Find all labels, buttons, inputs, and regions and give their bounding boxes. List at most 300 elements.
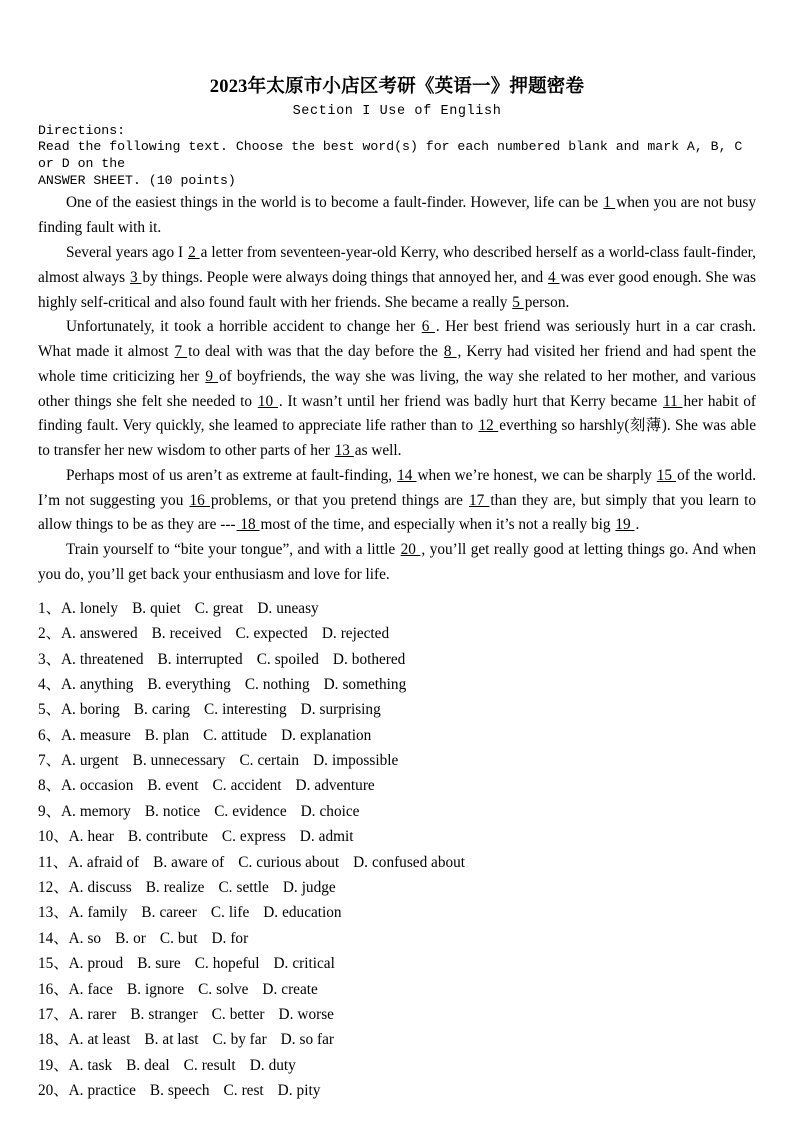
answer-option[interactable] [132,596,181,621]
option-text: occasion [79,777,134,795]
option-text: result [201,1056,236,1074]
option-letter: D. [273,955,289,973]
answer-option[interactable] [198,977,248,1002]
option-text: urgent [79,752,119,770]
question-row [38,900,756,925]
option-letter: A. [68,1031,84,1049]
option-letter: D. [281,726,296,744]
answer-option[interactable] [133,748,226,773]
option-letter: C. [203,726,218,744]
option-text: contribute [145,828,208,846]
option-letter: D. [249,1056,265,1074]
answer-option[interactable] [147,672,230,697]
option-text: spoiled [274,650,319,668]
option-letter: D. [295,777,311,795]
option-text: certain [257,752,300,770]
answer-option[interactable] [322,621,389,646]
passage-blank: 15 [656,466,677,484]
answer-option[interactable] [134,697,190,722]
question-row [38,697,756,722]
option-letter: A. [68,1082,84,1100]
option-text: discuss [87,879,132,897]
answer-option[interactable] [69,875,132,900]
option-letter: C. [214,802,229,820]
passage-paragraph [38,538,756,588]
option-text: but [177,929,198,947]
answer-option[interactable] [61,621,138,646]
passage-text: , you’ll get really good at letting things go. And when you do, you’ll get back your enthusiasm and love for life. [38,541,756,583]
answer-option[interactable] [279,1002,334,1027]
option-text: evidence [232,802,287,820]
answer-option[interactable] [195,596,244,621]
question-row [38,647,756,672]
option-letter: B. [137,955,152,973]
passage-paragraph [38,464,756,538]
option-text: expected [253,625,308,643]
answer-option[interactable] [257,596,318,621]
answer-option[interactable] [353,850,465,875]
answer-option[interactable] [127,977,184,1002]
option-text: answered [79,625,138,643]
option-text: express [239,828,286,846]
question-number: 20、 [38,1082,69,1100]
option-letter: D. [262,980,278,998]
answer-option[interactable] [150,1078,210,1103]
option-text: interesting [222,701,287,719]
option-text: memory [79,802,131,820]
answer-option[interactable] [184,1053,236,1078]
passage-text: One of the easiest things in the world is to become a fault-finder. However, life can be [66,194,603,212]
option-text: hear [87,828,114,846]
option-letter: C. [223,1082,238,1100]
answer-option[interactable] [301,697,381,722]
option-letter: B. [157,650,172,668]
question-number: 16、 [38,980,69,998]
answer-option[interactable] [300,824,354,849]
option-text: aware of [171,853,225,871]
answer-option[interactable] [235,621,307,646]
passage-text: when we’re honest, we can be sharply [417,466,656,484]
passage-paragraph [38,241,756,315]
passage-text: most of the time, and especially when it’s not a really big [260,516,615,534]
option-letter: D. [299,828,315,846]
passage-text: Several years ago I [66,244,188,261]
answer-option[interactable] [69,951,124,976]
question-number: 4、 [38,675,61,693]
option-text: accident [230,777,282,795]
answer-option[interactable] [262,977,317,1002]
option-letter: B. [147,777,162,795]
question-row [38,1078,756,1103]
question-row [38,799,756,824]
question-row [38,1002,756,1027]
answer-option[interactable] [145,723,189,748]
option-letter: D. [278,1005,294,1023]
option-text: threatened [79,650,144,668]
option-letter: A. [68,980,84,998]
answer-option[interactable] [160,926,198,951]
option-letter: C. [244,675,259,693]
option-text: event [165,777,199,795]
option-letter: D. [313,752,328,770]
passage-text: person. [524,293,570,311]
answer-option[interactable] [126,1053,170,1078]
option-letter: A. [60,802,76,820]
option-letter: A. [60,650,76,668]
option-text: uneasy [276,599,319,617]
option-text: or [133,929,146,947]
answer-option[interactable] [69,1053,113,1078]
answer-option[interactable] [69,824,114,849]
passage-text: as well. [354,442,402,460]
option-letter: B. [133,701,148,719]
answer-option[interactable] [257,647,319,672]
option-letter: B. [132,752,147,770]
question-number: 2、 [38,625,61,643]
option-letter: A. [60,752,76,770]
option-letter: C. [239,752,254,770]
answer-option[interactable] [250,1053,296,1078]
passage-blank: 18 [236,516,260,534]
answer-option[interactable] [153,850,224,875]
answer-option[interactable] [158,647,243,672]
question-row [38,1053,756,1078]
option-text: create [281,980,318,998]
option-text: worse [297,1005,334,1023]
question-number: 10、 [38,828,69,846]
option-letter: D. [300,802,316,820]
answer-option[interactable] [324,672,407,697]
passage-blank: 7 [174,343,188,361]
option-text: so far [299,1031,334,1049]
option-text: judge [301,879,336,897]
passage-blank: 16 [189,491,210,509]
option-text: admit [318,828,354,846]
passage-blank: 10 [257,392,278,410]
answer-option[interactable] [61,596,118,621]
answer-option[interactable] [214,799,286,824]
option-text: face [87,980,113,998]
question-number: 8、 [38,777,61,795]
passage-blank: 14 [397,466,417,484]
question-row [38,1027,756,1052]
question-number: 3、 [38,650,61,668]
answer-option[interactable] [152,621,222,646]
option-text: plan [162,726,190,744]
option-text: something [342,675,407,693]
answer-option[interactable] [204,697,287,722]
answer-option[interactable] [203,723,267,748]
option-text: adventure [314,777,375,795]
answer-option[interactable] [222,824,286,849]
option-letter: B. [126,980,141,998]
question-row [38,621,756,646]
option-letter: D. [263,904,279,922]
answer-option[interactable] [69,900,128,925]
answer-option[interactable] [313,748,398,773]
option-letter: B. [141,904,156,922]
answer-option[interactable] [239,748,299,773]
answer-option[interactable] [211,926,248,951]
option-text: confused about [372,853,466,871]
answer-option[interactable] [213,773,282,798]
answer-option[interactable] [61,672,133,697]
option-text: nothing [262,675,310,693]
option-text: life [228,904,250,922]
option-text: rejected [340,625,390,643]
answer-option[interactable] [144,1027,198,1052]
option-text: rarer [87,1005,117,1023]
question-number: 5、 [38,701,61,719]
option-letter: C. [204,701,219,719]
page-title: 2023年太原市小店区考研《英语一》押题密卷 [209,77,585,97]
answer-option[interactable] [273,951,334,976]
answer-option[interactable] [218,875,268,900]
option-letter: C. [194,599,209,617]
option-text: caring [151,701,191,719]
option-text: choice [319,802,360,820]
option-text: ignore [144,980,185,998]
answer-option[interactable] [147,773,198,798]
option-letter: C. [256,650,271,668]
passage-text: when you are not busy finding fault with it. [38,194,756,237]
answer-option[interactable] [333,647,405,672]
passage-text: her habit of finding fault. Very quickly, she leamed to appreciate life rather than to [38,392,756,435]
option-letter: D. [277,1082,293,1100]
option-text: speech [167,1082,210,1100]
passage-blank: 4 [547,268,560,286]
option-text: duty [268,1056,296,1074]
option-text: by far [230,1031,267,1049]
question-number: 7、 [38,752,61,770]
answer-option[interactable] [145,799,200,824]
answer-option[interactable] [61,697,120,722]
directions-label: Directions: [38,123,126,138]
answer-option[interactable] [69,1002,117,1027]
option-letter: A. [60,675,76,693]
option-letter: D. [321,625,337,643]
option-text: bothered [351,650,406,668]
answer-option[interactable] [68,850,139,875]
answer-option[interactable] [238,850,339,875]
question-row [38,824,756,849]
option-text: realize [163,879,205,897]
option-text: proud [87,955,124,973]
question-number: 11、 [38,853,69,871]
option-letter: C. [194,955,209,973]
answer-option[interactable] [212,1002,265,1027]
passage-blank: 19 [615,516,635,534]
passage-blank: 13 [334,442,354,460]
passage-text: . Her best friend was seriously hurt in a car crash. What made it almost [38,318,756,361]
directions-text [38,138,756,189]
option-letter: D. [257,599,273,617]
answer-option[interactable] [146,875,205,900]
question-number: 17、 [38,1005,69,1023]
answer-option[interactable] [137,951,181,976]
option-letter: D. [332,650,348,668]
option-text: lonely [79,599,119,617]
passage-blank: 5 [512,293,524,311]
option-text: afraid of [86,853,140,871]
answer-option[interactable] [281,1027,334,1052]
option-text: deal [144,1056,170,1074]
option-letter: D. [323,675,339,693]
answer-option[interactable] [61,773,133,798]
option-text: curious about [256,853,340,871]
answer-option[interactable] [141,900,196,925]
answer-option[interactable] [128,824,208,849]
answer-option[interactable] [61,647,144,672]
passage-text: Train yourself to “bite your tongue”, and with a little [66,541,400,559]
option-letter: C. [238,853,253,871]
directions-line-1: Read the following text. Choose the best word(s) for each numbered blank and mark A, B, C or D on the [38,139,743,172]
passage-text: , Kerry had visited her friend and had spent the whole time criticizing her [38,343,756,385]
option-letter: A. [68,853,83,871]
passage-text: to deal with was that the day before the [188,343,443,361]
option-letter: B. [127,828,142,846]
option-letter: B. [144,802,159,820]
answer-option[interactable] [195,951,260,976]
option-text: unnecessary [150,752,226,770]
question-row [38,672,756,697]
question-number: 12、 [38,879,69,897]
question-number: 19、 [38,1056,69,1074]
passage-blank: 3 [129,268,142,286]
option-letter: C. [235,625,250,643]
passage-text: everthing so harshly(刻薄). She was able to transfer her new wisdom to other parts of her [38,417,756,460]
passage-blank: 2 [188,244,200,261]
question-row [38,951,756,976]
answer-option[interactable] [296,773,375,798]
option-letter: C. [212,777,227,795]
option-text: impossible [331,752,399,770]
option-text: hopeful [212,955,260,973]
option-text: measure [79,726,131,744]
directions-line-2: ANSWER SHEET. (10 points) [38,173,236,189]
passage [38,191,756,587]
option-letter: A. [68,1005,84,1023]
passage-text: . [635,516,640,534]
question-row [38,926,756,951]
answer-option[interactable] [301,799,360,824]
option-letter: B. [147,675,162,693]
option-letter: A. [68,955,84,973]
question-row [38,596,756,621]
option-text: at least [87,1031,131,1049]
option-letter: A. [68,904,84,922]
option-letter: B. [144,726,159,744]
answer-option[interactable] [61,799,131,824]
question-number: 9、 [38,802,61,820]
answer-option[interactable] [69,1078,136,1103]
option-letter: C. [212,1031,227,1049]
passage-paragraph [38,315,756,464]
question-row [38,773,756,798]
option-text: settle [236,879,269,897]
option-text: stranger [148,1005,198,1023]
answer-option[interactable] [61,748,119,773]
option-letter: A. [60,625,76,643]
answer-option[interactable] [61,723,131,748]
option-letter: C. [210,904,225,922]
answer-option[interactable] [69,926,101,951]
option-text: better [229,1005,265,1023]
question-list [38,596,756,1104]
answer-option[interactable] [130,1002,197,1027]
answer-option[interactable] [69,1027,131,1052]
option-letter: B. [132,599,147,617]
option-letter: D. [211,929,227,947]
option-letter: C. [183,1056,198,1074]
answer-option[interactable] [281,723,371,748]
answer-option[interactable] [263,900,341,925]
option-letter: B. [149,1082,164,1100]
passage-text: Perhaps most of us aren’t as extreme at fault-finding, [66,466,397,484]
answer-option[interactable] [211,900,249,925]
answer-option[interactable] [224,1078,264,1103]
option-letter: C. [159,929,174,947]
passage-blank: 1 [603,194,616,212]
option-text: interrupted [175,650,243,668]
answer-option[interactable] [278,1078,321,1103]
question-row [38,723,756,748]
option-letter: C. [221,828,236,846]
answer-option[interactable] [69,977,113,1002]
option-letter: B. [126,1056,141,1074]
passage-blank: 11 [663,392,683,410]
option-letter: B. [151,625,166,643]
option-letter: A. [60,777,76,795]
answer-option[interactable] [245,672,310,697]
answer-option[interactable] [115,926,146,951]
option-letter: A. [68,929,84,947]
question-number: 13、 [38,904,69,922]
option-text: practice [87,1082,136,1100]
option-text: solve [216,980,249,998]
question-number: 14、 [38,929,69,947]
passage-text: Unfortunately, it took a horrible accident to change her [66,318,421,336]
passage-paragraph [38,191,756,241]
answer-option[interactable] [213,1027,267,1052]
option-letter: C. [198,980,213,998]
passage-text: than they are, but simply that you learn to allow things to be as they are --- [38,491,757,534]
answer-option[interactable] [283,875,336,900]
option-letter: B. [130,1005,145,1023]
option-letter: A. [60,701,76,719]
option-letter: C. [218,879,233,897]
option-letter: B. [145,879,160,897]
question-number: 18、 [38,1031,69,1049]
passage-blank: 8 [443,343,457,361]
option-text: surprising [319,701,381,719]
option-text: family [87,904,128,922]
question-row [38,977,756,1002]
option-text: for [230,929,249,947]
passage-blank: 17 [469,491,490,509]
passage-blank: 9 [205,367,219,385]
option-text: rest [241,1082,264,1100]
option-text: everything [165,675,231,693]
option-letter: D. [280,1031,296,1049]
option-text: great [212,599,244,617]
option-text: so [87,929,102,947]
option-letter: A. [68,828,84,846]
passage-text: a letter from seventeen-year-old Kerry, who described herself as a world-class fault-finder, almost always [38,244,756,286]
question-row [38,748,756,773]
document-body [38,72,756,1104]
passage-text: of the world. I’m not suggesting you [38,466,757,509]
